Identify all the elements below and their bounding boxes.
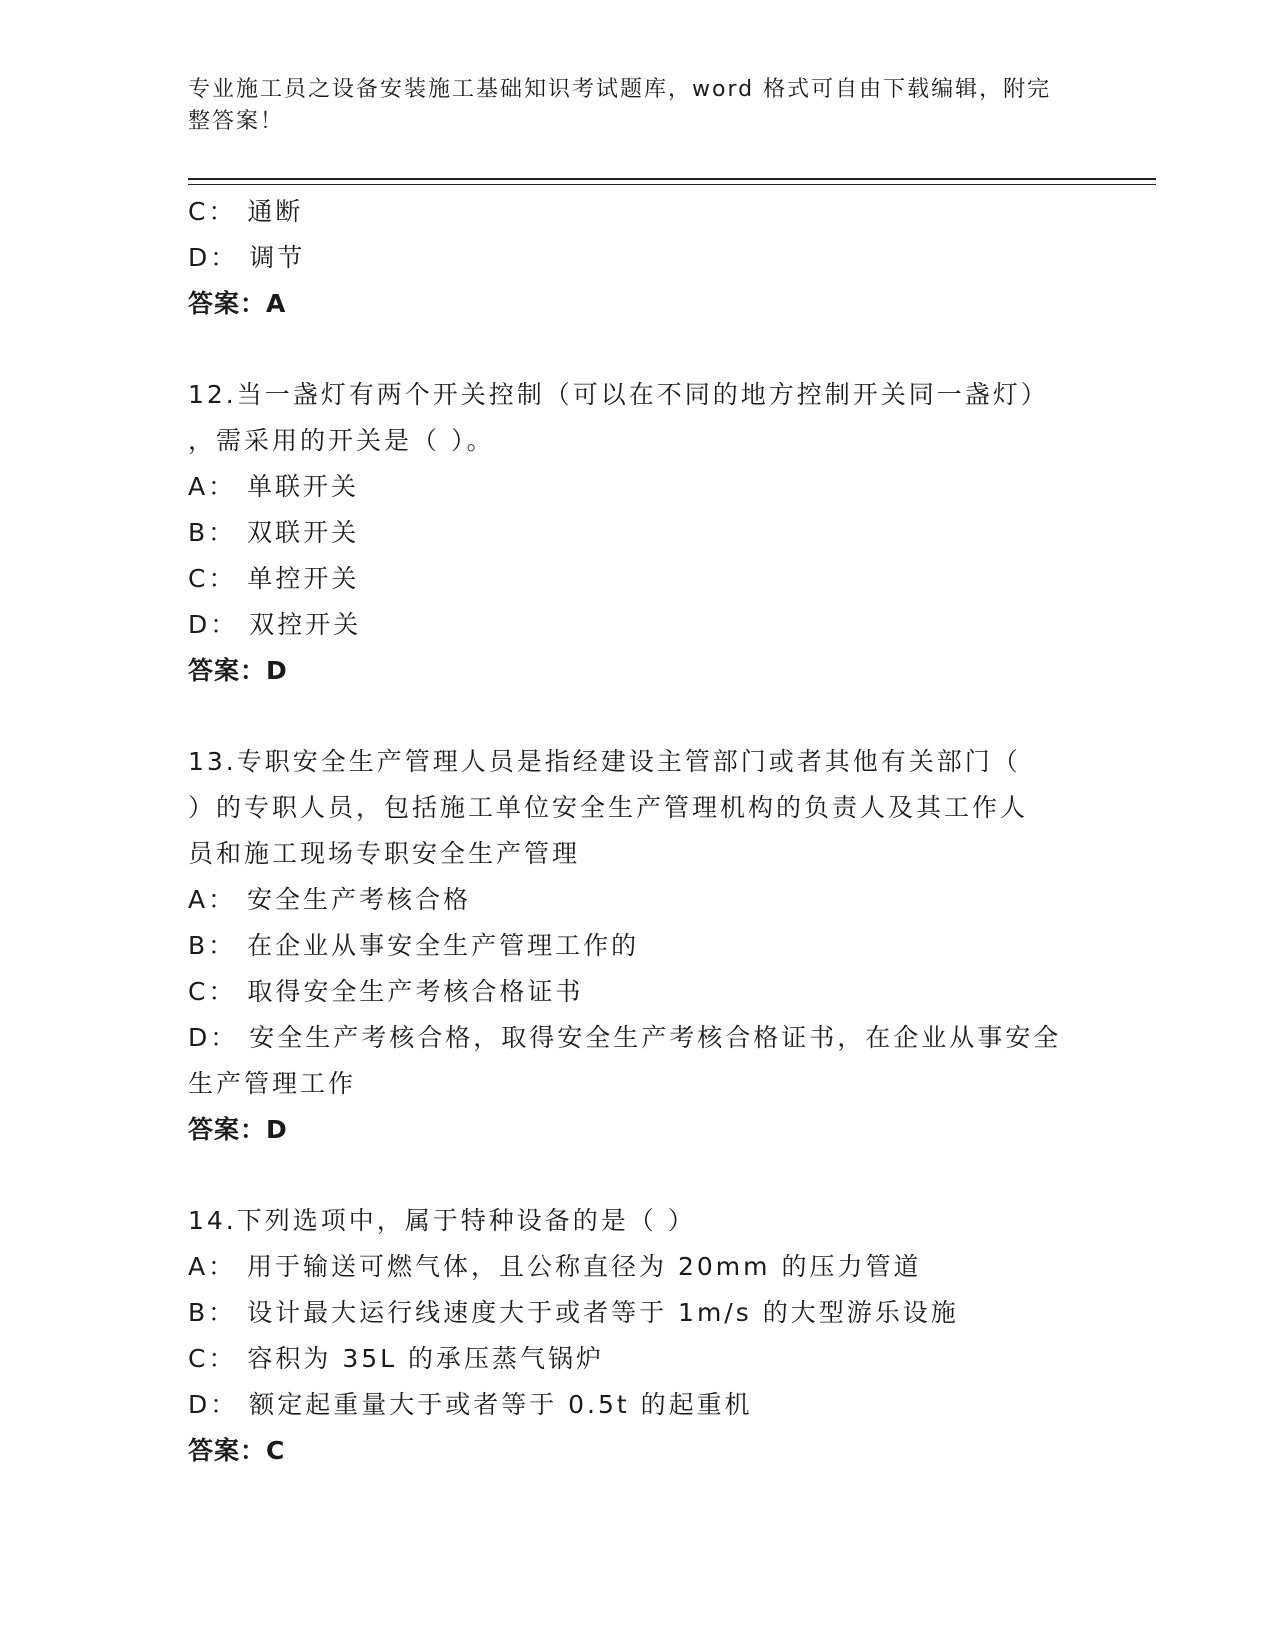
header-divider-thin <box>188 184 1156 185</box>
q13-option-c: C： 取得安全生产考核合格证书 <box>188 977 584 1006</box>
header-divider <box>188 178 1156 180</box>
q11-answer: 答案：A <box>188 289 287 318</box>
question-13 <box>188 739 1088 1153</box>
q14-stem: 14.下列选项中，属于特种设备的是（ ） <box>188 1206 696 1235</box>
q12-option-d: D： 双控开关 <box>188 610 362 639</box>
q11-option-d: D： 调节 <box>188 243 306 272</box>
q13-stem-line-3: 员和施工现场专职安全生产管理 <box>188 839 581 868</box>
q12-option-a: A： 单联开关 <box>188 472 360 501</box>
q13-option-a: A： 安全生产考核合格 <box>188 885 472 914</box>
q12-stem-line-2: ，需采用的开关是（ ）。 <box>188 426 495 455</box>
q13-option-d-line-2: 生产管理工作 <box>188 1069 357 1098</box>
question-12 <box>188 372 1088 694</box>
q13-option-b: B： 在企业从事安全生产管理工作的 <box>188 931 640 960</box>
q13-option-d-line-1: D： 安全生产考核合格，取得安全生产考核合格证书，在企业从事安全 <box>188 1023 1062 1052</box>
q12-stem-line-1: 12.当一盏灯有两个开关控制（可以在不同的地方控制开关同一盏灯） <box>188 380 1049 409</box>
q13-stem-line-2: ）的专职人员，包括施工单位安全生产管理机构的负责人及其工作人 <box>188 793 1029 822</box>
question-14 <box>188 1198 1088 1474</box>
header-line-2: 整答案！ <box>188 109 285 134</box>
header-line-1: 专业施工员之设备安装施工基础知识考试题库，word 格式可自由下载编辑，附完 <box>188 77 1052 102</box>
q13-answer: 答案：D <box>188 1115 288 1144</box>
q11-option-c: C： 通断 <box>188 197 304 226</box>
q14-answer: 答案：C <box>188 1436 286 1465</box>
document-header <box>188 74 1068 138</box>
q14-option-b: B： 设计最大运行线速度大于或者等于 1m/s 的大型游乐设施 <box>188 1298 959 1327</box>
q12-answer: 答案：D <box>188 656 288 685</box>
q14-option-a: A： 用于输送可燃气体，且公称直径为 20mm 的压力管道 <box>188 1252 922 1281</box>
question-list <box>188 189 1088 1474</box>
q13-stem-line-1: 13.专职安全生产管理人员是指经建设主管部门或者其他有关部门（ <box>188 747 1021 776</box>
q12-option-b: B： 双联开关 <box>188 518 360 547</box>
question-11 <box>188 189 1088 327</box>
q14-option-c: C： 容积为 35L 的承压蒸气锅炉 <box>188 1344 605 1373</box>
q12-option-c: C： 单控开关 <box>188 564 360 593</box>
q14-option-d: D： 额定起重量大于或者等于 0.5t 的起重机 <box>188 1390 753 1419</box>
